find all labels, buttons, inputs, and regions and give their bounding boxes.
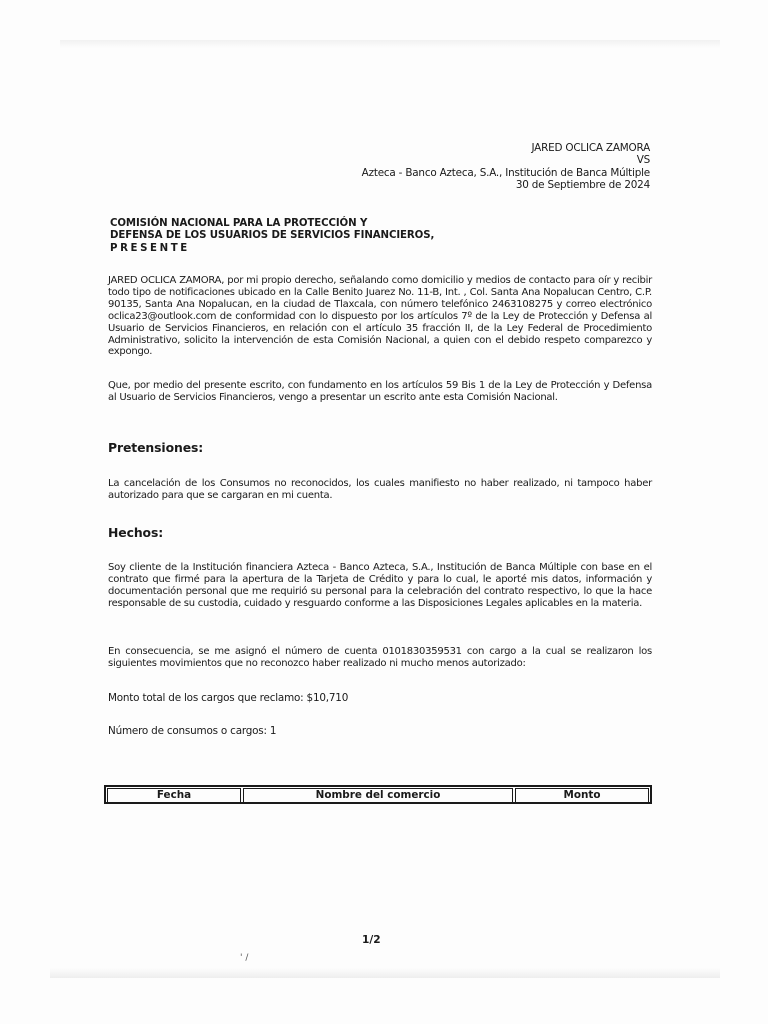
pretensiones-title: Pretensiones:: [108, 440, 204, 455]
document-date: 30 de Septiembre de 2024: [515, 179, 650, 192]
hechos-paragraph-1: Soy cliente de la Institución financiera Azteca - Banco Azteca, S.A., Institución de Banca Múltiple con base en el contrato que firmé para la apertura de la Tarjeta de Crédito y para lo cual, le aporté mis datos, información y documentación personal que me requirió su personal para la celebración del contrato respectivo, lo que la hace responsable de su custodia, cuidado y resguardo conforme a las Disposiciones Legales aplicables en la materia.: [108, 562, 652, 609]
recipient-line-1: COMISIÓN NACIONAL PARA LA PROTECCIÓN Y: [110, 218, 368, 229]
intro-paragraph: JARED OCLICA ZAMORA, por mi propio derecho, señalando como domicilio y medios de contacto para oír y recibir todo tipo de notificaciones ubicado en la Calle Benito Juarez No. 11-B, Int. , Col. Santa Ana Nopalucan Centro, C.P. 90135, Santa Ana Nopalucan, en la ciudad de Tlaxcala, con número telefónico 2463108275 y correo electrónico oclica23@outlook.com de conformidad con lo dispuesto por los artículos 7º de la Ley de Protección y Defensa al Usuario de Servicios Financieros, en relación con el artículo 35 fracción II, de la Ley Federal de Procedimiento Administrativo, solicito la intervención de esta Comisión Nacional, a quien con el debido respeto comparezco y expongo.: [108, 275, 652, 358]
versus-label: VS: [636, 154, 650, 167]
scan-shadow-bottom: [50, 968, 720, 978]
claimant-name: JARED OCLICA ZAMORA: [531, 142, 650, 154]
second-paragraph: Que, por medio del presente escrito, con fundamento en los artículos 59 Bis 1 de la Ley de Protección y Defensa al Usuario de Servicios Financieros, vengo a presentar un escrito ante esta Comisión Nacional.: [108, 380, 652, 403]
recipient-line-2: DEFENSA DE LOS USUARIOS DE SERVICIOS FINANCIEROS,: [110, 230, 435, 242]
recipient-block: [110, 218, 630, 255]
hechos-paragraph-2: En consecuencia, se me asignó el número de cuenta 0101830359531 con cargo a la cual se realizaron los siguientes movimientos que no reconozco haber realizado ni mucho menos autorizado:: [108, 646, 652, 669]
scan-shadow-top: [60, 40, 720, 48]
column-header-fecha: Fecha: [107, 788, 241, 803]
recipient-line-3: PRESENTE: [110, 242, 190, 254]
column-header-monto: Monto: [515, 788, 649, 803]
hechos-title: Hechos:: [108, 525, 164, 540]
column-header-comercio: Nombre del comercio: [243, 788, 513, 803]
charges-count-line: Número de consumos o cargos: 1: [108, 725, 277, 737]
page-number: 1/2: [362, 934, 381, 946]
charges-table-header: [104, 785, 652, 804]
stray-scan-mark: ' /: [240, 953, 249, 963]
respondent-name: Azteca - Banco Azteca, S.A., Institución de Banca Múltiple: [361, 166, 650, 179]
case-header: [230, 142, 650, 192]
pretensiones-text: La cancelación de los Consumos no reconocidos, los cuales manifiesto no haber realizado, ni tampoco haber autorizado para que se cargaran en mi cuenta.: [108, 478, 652, 501]
total-amount-line: Monto total de los cargos que reclamo: $10,710: [108, 692, 349, 704]
